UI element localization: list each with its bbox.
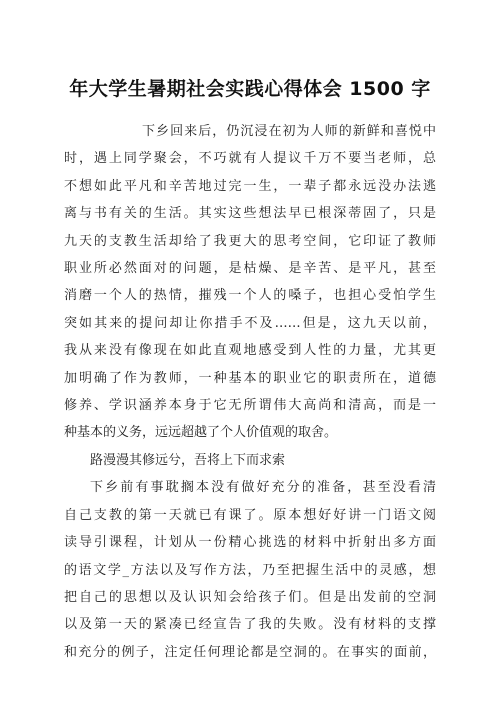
body-line: 我从来没有像现在如此直观地感受到人性的力量，尤其更	[64, 343, 436, 359]
body-line: 自己支教的第一天就已有课了。原本想好好讲一门语文阅	[64, 507, 436, 523]
body-line: 种基本的义务，远远超越了个人价值观的取舍。	[64, 425, 338, 441]
body-line: 离与书有关的生活。其实这些想法早已根深蒂固了，只是	[64, 206, 436, 222]
body-line: 下乡前有事耽搁本没有做好充分的准备，甚至没看清	[90, 480, 436, 496]
body-line: 的语文学_方法以及写作方法，乃至把握生活中的灵感，想	[64, 562, 436, 578]
body-line: 不想如此平凡和辛苦地过完一生，一辈子都永远没办法逃	[64, 178, 436, 194]
document-body	[64, 118, 436, 666]
body-line: 突如其来的提问却让你措手不及……但是，这九天以前，	[64, 315, 436, 331]
body-line: 消磨一个人的热情，摧残一个人的嗓子，也担心受怕学生	[64, 288, 436, 304]
body-line: 把自己的思想以及认识知会给孩子们。但是出发前的空洞	[64, 589, 436, 605]
body-line: 加明确了作为教师，一种基本的职业它的职责所在，道德	[64, 370, 436, 386]
body-line: 时，遇上同学聚会，不巧就有人提议千万不要当老师，总	[64, 151, 436, 167]
body-line: 九天的支教生活却给了我更大的思考空间，它印证了教师	[64, 233, 436, 249]
body-line: 下乡回来后，仍沉浸在初为人师的新鲜和喜悦中	[142, 124, 436, 139]
body-line: 以及第一天的紧凑已经宣告了我的失败。没有材料的支撑	[64, 617, 436, 633]
body-line: 和充分的例子，注定任何理论都是空洞的。在事实的面前，	[64, 644, 436, 660]
body-line: 修养、学识涵养本身于它无所谓伟大高尚和清高，而是一	[64, 398, 436, 414]
body-line: 读导引课程，计划从一份精心挑选的材料中折射出多方面	[64, 535, 436, 551]
body-line: 路漫漫其修远兮，吾将上下而求索	[90, 452, 286, 468]
document-title: 年大学生暑期社会实践心得体会 1500 字	[69, 78, 431, 100]
body-line: 职业所必然面对的问题，是枯燥、是辛苦、是平凡，甚至	[64, 261, 436, 277]
